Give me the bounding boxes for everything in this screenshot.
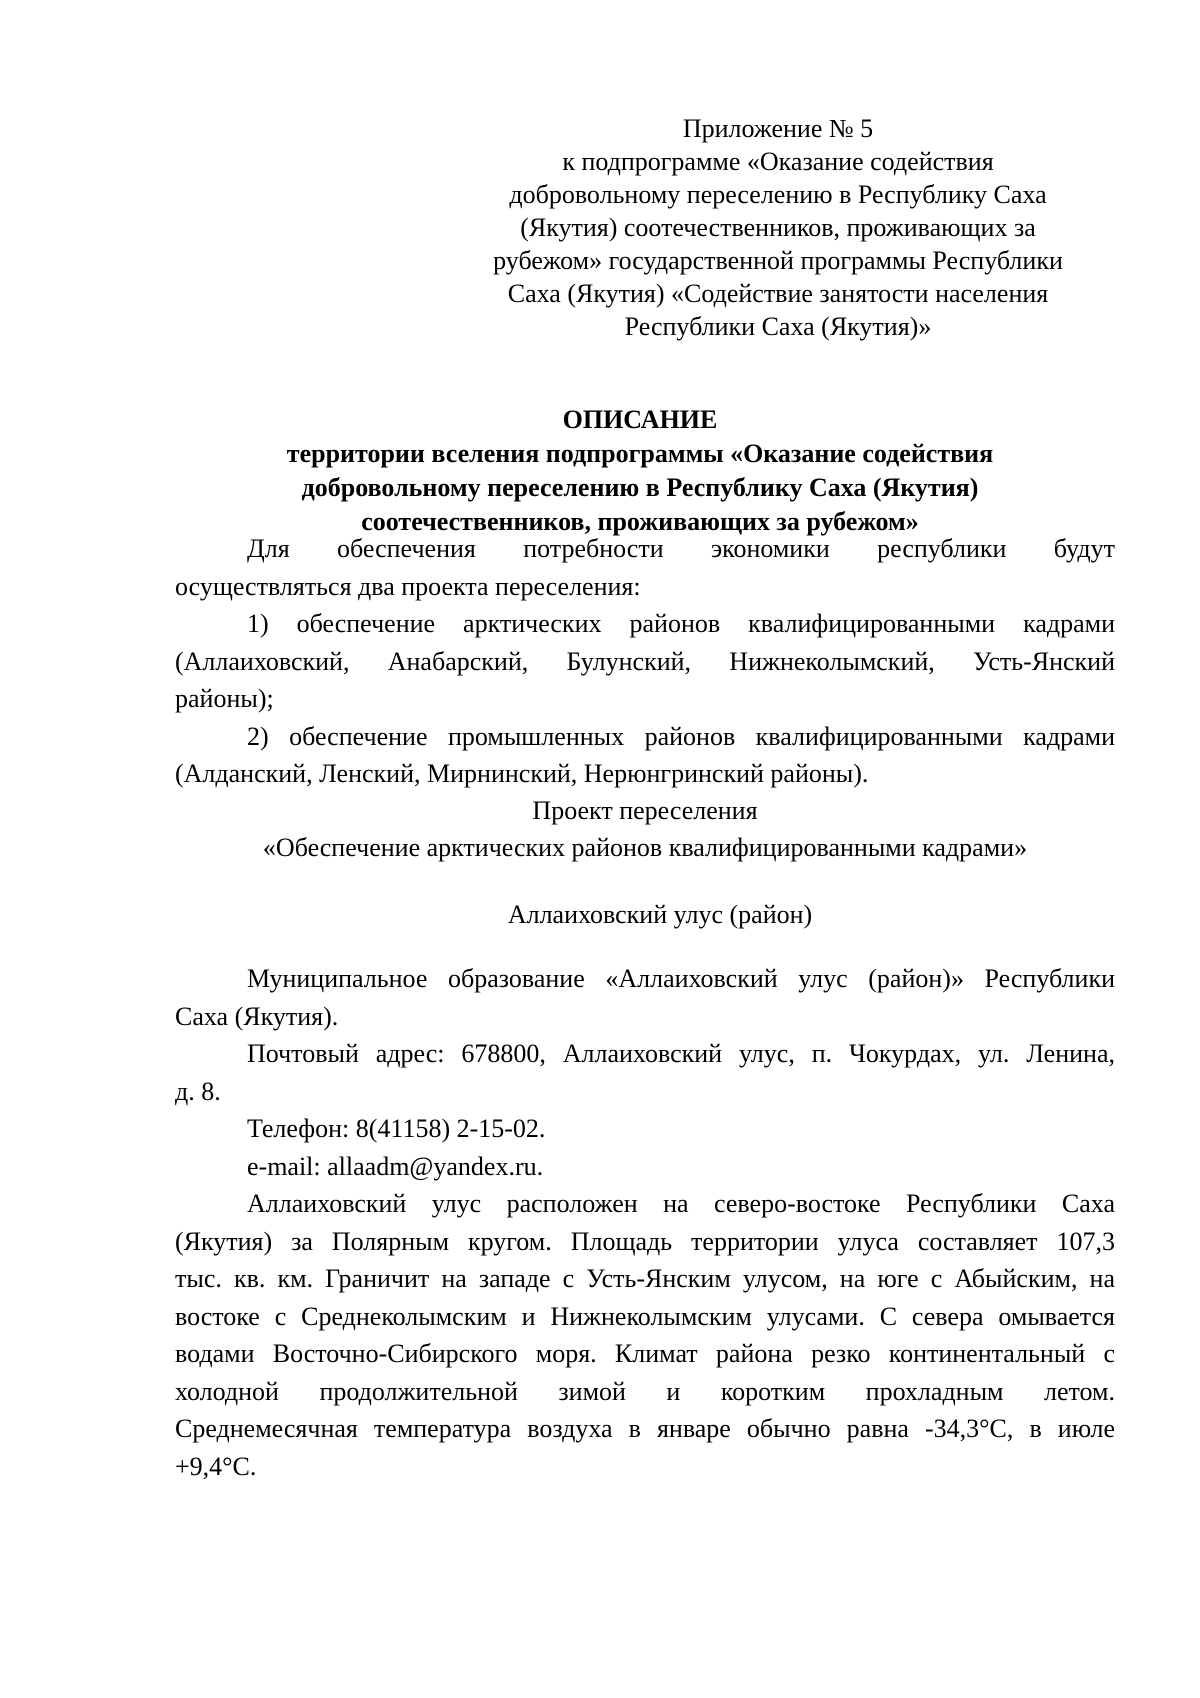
appendix-line: Приложение № 5 bbox=[682, 114, 874, 143]
description-line: тыс. кв. км. Граничит на западе с Усть-Янским улусом, на юге с Абыйским, на bbox=[175, 1264, 1115, 1293]
description-line: +9,4°С. bbox=[175, 1451, 257, 1481]
description-line: Аллаиховский улус расположен на северо-востоке Республики Саха bbox=[247, 1189, 1115, 1218]
district-details bbox=[175, 960, 1115, 1485]
heading-subtitle-line: добровольному переселению в Республику Саха (Якутия) bbox=[301, 473, 979, 502]
email-line: e-mail: allaadm@yandex.ru. bbox=[247, 1151, 544, 1181]
description-line: (Якутия) за Полярным кругом. Площадь территории улуса составляет 107,3 bbox=[175, 1226, 1115, 1256]
list-item-1-line: районы); bbox=[175, 684, 274, 713]
heading-title: ОПИСАНИЕ bbox=[562, 405, 718, 434]
description-line: холодной продолжительной зимой и коротким прохладным летом. bbox=[175, 1376, 1115, 1406]
municipality-line: Муниципальное образование «Аллаиховский улус (район)» Республики bbox=[247, 964, 1115, 993]
description-line: Среднемесячная температура воздуха в январе обычно равна -34,3°С, в июле bbox=[175, 1414, 1115, 1443]
list-item-1-line: (Аллаиховский, Анабарский, Булунский, Нижнеколымский, Усть-Янский bbox=[175, 646, 1115, 676]
heading-subtitle-line: соотечественников, проживающих за рубежом» bbox=[361, 507, 919, 536]
postal-address-line: Почтовый адрес: 678800, Аллаиховский улус, п. Чокурдах, ул. Ленина, bbox=[247, 1039, 1115, 1068]
appendix-header bbox=[468, 112, 1088, 343]
intro-section bbox=[175, 530, 1115, 793]
project-title bbox=[175, 792, 1115, 866]
description-line: востоке с Среднеколымским и Нижнеколымским улусами. С севера омывается bbox=[175, 1301, 1115, 1331]
appendix-line: (Якутия) соотечественников, проживающих за bbox=[520, 213, 1036, 242]
description-line: водами Восточно-Сибирского моря. Климат района резко континентальный с bbox=[175, 1339, 1115, 1368]
appendix-line: рубежом» государственной программы Республики bbox=[493, 246, 1063, 275]
postal-address-line: д. 8. bbox=[175, 1076, 221, 1106]
phone-line: Телефон: 8(41158) 2-15-02. bbox=[247, 1114, 546, 1143]
list-item-2-line: 2) обеспечение промышленных районов квалифицированными кадрами bbox=[247, 721, 1115, 751]
document-heading bbox=[175, 403, 1105, 539]
intro-text-line: Для обеспечения потребности экономики республики будут bbox=[247, 534, 1115, 563]
district-title-text: Аллаиховский улус (район) bbox=[507, 900, 813, 929]
list-item-2-line: (Алданский, Ленский, Мирнинский, Нерюнгринский районы). bbox=[175, 759, 869, 788]
appendix-line: добровольному переселению в Республику Саха bbox=[509, 180, 1047, 209]
project-title-line: Проект переселения bbox=[532, 796, 758, 825]
appendix-line: к подпрограмме «Оказание содействия bbox=[562, 147, 994, 176]
heading-subtitle-line: территории вселения подпрограммы «Оказание содействия bbox=[286, 439, 994, 468]
project-title-line: «Обеспечение арктических районов квалифицированными кадрами» bbox=[262, 833, 1028, 862]
district-title bbox=[190, 896, 1130, 933]
intro-text-line: осуществляться два проекта переселения: bbox=[175, 571, 641, 601]
municipality-line: Саха (Якутия). bbox=[175, 1001, 339, 1031]
list-item-1-line: 1) обеспечение арктических районов квалифицированными кадрами bbox=[247, 609, 1115, 638]
appendix-line: Саха (Якутия) «Содействие занятости населения bbox=[507, 279, 1049, 308]
appendix-line: Республики Саха (Якутия)» bbox=[624, 312, 932, 341]
